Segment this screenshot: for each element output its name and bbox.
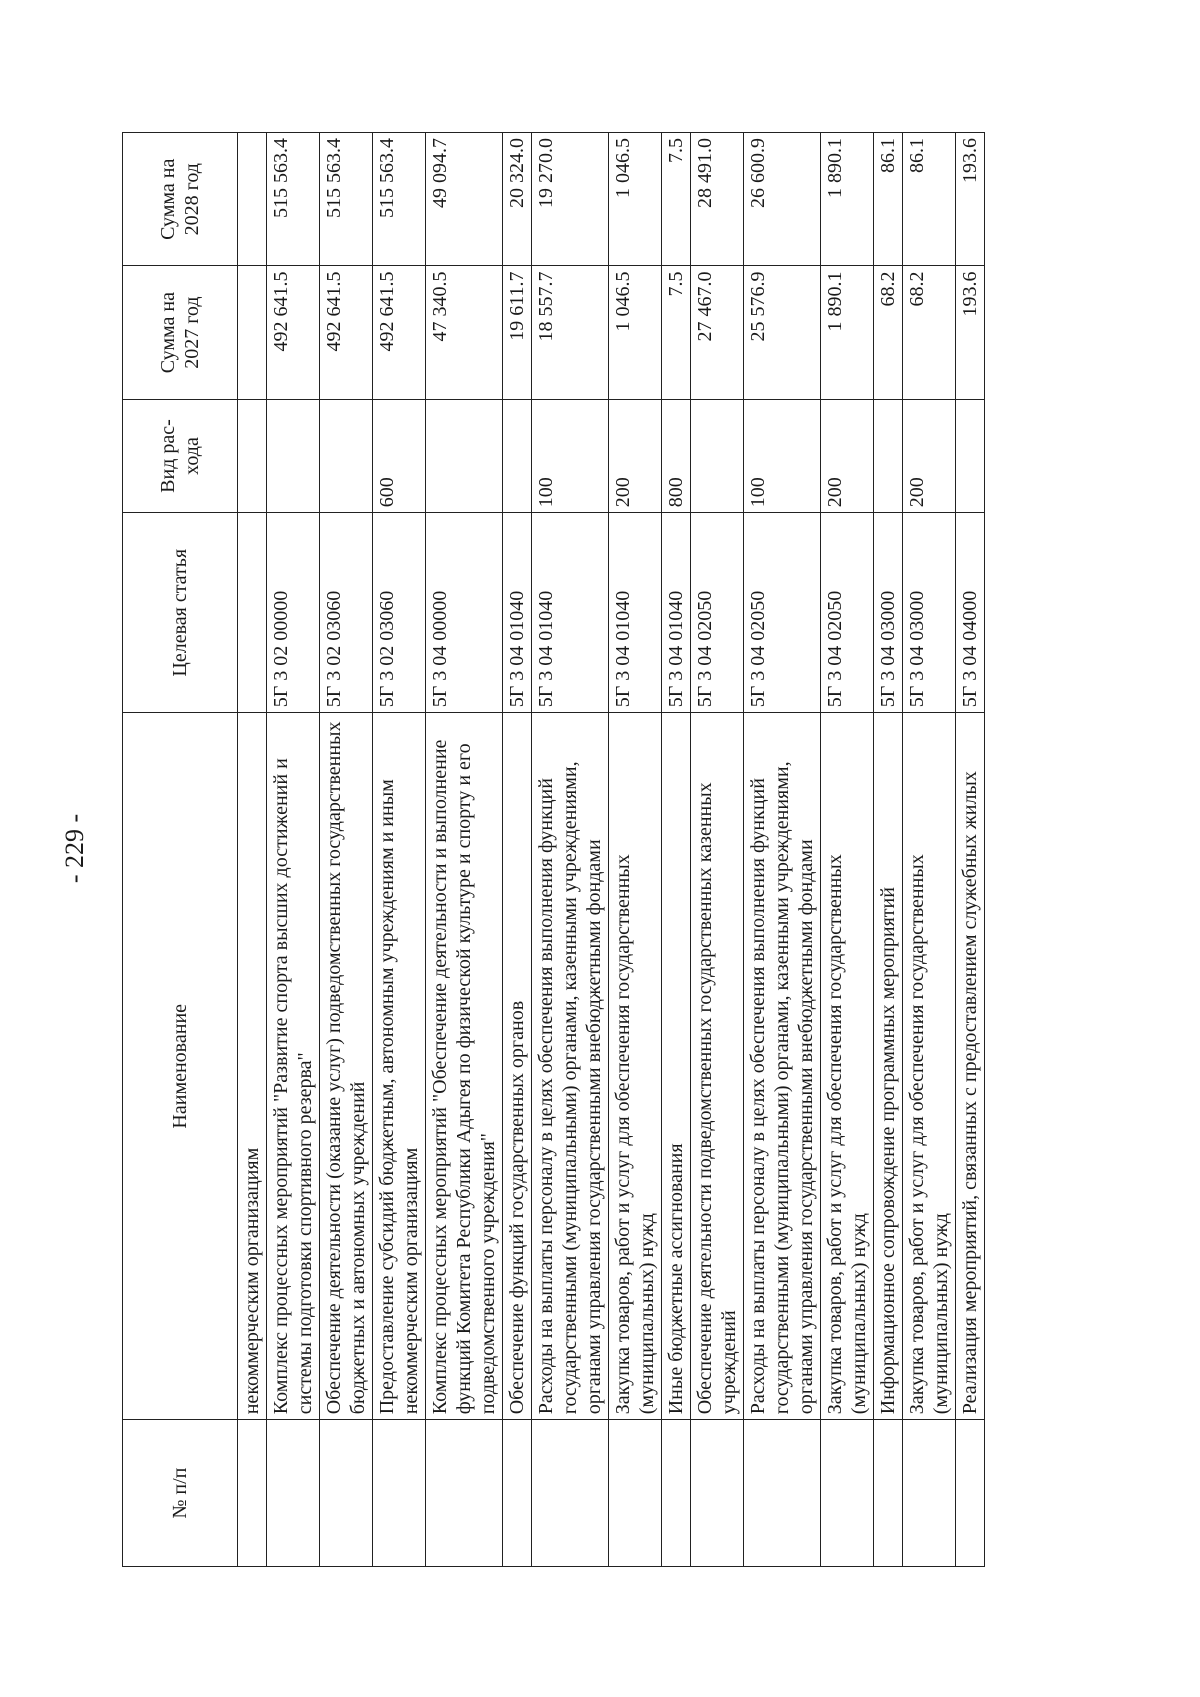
table-row [503, 133, 532, 1567]
cell-no [320, 1420, 373, 1567]
cell-expense-type: 100 [532, 399, 609, 512]
cell-code: 5Г 3 04 03000 [874, 513, 903, 713]
cell-name: Расходы на выплаты персоналу в целях обеспечения выполнения функций государственными (муниципальными) органами, казенными учреждениями, органами управления государственными внебюджетными фондами [744, 713, 821, 1420]
cell-sum-2028: 1 046.5 [609, 133, 662, 266]
cell-no [267, 1420, 320, 1567]
cell-name: Закупка товаров, работ и услуг для обеспечения государственных (муниципальных) нужд [821, 713, 874, 1420]
cell-name: Информационное сопровождение программных мероприятий [874, 713, 903, 1420]
cell-code: 5Г 3 04 01040 [532, 513, 609, 713]
cell-sum-2028 [238, 133, 267, 266]
cell-code: 5Г 3 04 02050 [691, 513, 744, 713]
cell-sum-2027: 68.2 [874, 266, 903, 399]
header-expense-type: Вид рас-хода [123, 399, 238, 512]
cell-name: Обеспечение деятельности подведомственных государственных казенных учреждений [691, 713, 744, 1420]
cell-sum-2028: 193.6 [956, 133, 985, 266]
cell-sum-2027: 193.6 [956, 266, 985, 399]
cell-no [874, 1420, 903, 1567]
cell-no [532, 1420, 609, 1567]
cell-expense-type [503, 399, 532, 512]
cell-code: 5Г 3 04 00000 [426, 513, 503, 713]
table-header-row [123, 133, 238, 1567]
cell-no [373, 1420, 426, 1567]
cell-no [503, 1420, 532, 1567]
table-row [238, 133, 267, 1567]
cell-code: 5Г 3 02 03060 [373, 513, 426, 713]
cell-sum-2027: 1 890.1 [821, 266, 874, 399]
table-row [532, 133, 609, 1567]
header-code: Целевая статья [123, 513, 238, 713]
cell-sum-2027: 1 046.5 [609, 266, 662, 399]
cell-code: 5Г 3 02 03060 [320, 513, 373, 713]
cell-expense-type: 200 [821, 399, 874, 512]
cell-expense-type: 200 [609, 399, 662, 512]
cell-expense-type [874, 399, 903, 512]
cell-sum-2028: 7.5 [662, 133, 691, 266]
cell-no [691, 1420, 744, 1567]
cell-name: Закупка товаров, работ и услуг для обеспечения государственных (муниципальных) нужд [903, 713, 956, 1420]
cell-sum-2028: 515 563.4 [267, 133, 320, 266]
table-row [903, 133, 956, 1567]
cell-expense-type [691, 399, 744, 512]
cell-expense-type [320, 399, 373, 512]
cell-name: Реализация мероприятий, связанных с предоставлением служебных жилых [956, 713, 985, 1420]
cell-sum-2027: 27 467.0 [691, 266, 744, 399]
cell-sum-2028: 515 563.4 [320, 133, 373, 266]
cell-sum-2027: 47 340.5 [426, 266, 503, 399]
cell-no [956, 1420, 985, 1567]
cell-code: 5Г 3 04 01040 [609, 513, 662, 713]
cell-no [238, 1420, 267, 1567]
table-row [956, 133, 985, 1567]
header-sum-2027: Сумма на 2027 год [123, 266, 238, 399]
cell-code: 5Г 3 04 02050 [821, 513, 874, 713]
cell-sum-2028: 86.1 [874, 133, 903, 266]
cell-expense-type [238, 399, 267, 512]
cell-sum-2027: 18 557.7 [532, 266, 609, 399]
table-row [874, 133, 903, 1567]
cell-no [609, 1420, 662, 1567]
cell-expense-type: 800 [662, 399, 691, 512]
cell-name: Иные бюджетные ассигнования [662, 713, 691, 1420]
cell-sum-2028: 1 890.1 [821, 133, 874, 266]
cell-expense-type [956, 399, 985, 512]
cell-sum-2028: 86.1 [903, 133, 956, 266]
cell-no [821, 1420, 874, 1567]
cell-name: Комплекс процессных мероприятий "Обеспечение деятельности и выполнение функций Комитета Республики Адыгея по физической культуре и спорту и его подведомственного учреждения" [426, 713, 503, 1420]
cell-sum-2027: 19 611.7 [503, 266, 532, 399]
cell-sum-2028: 20 324.0 [503, 133, 532, 266]
cell-expense-type: 100 [744, 399, 821, 512]
cell-code: 5Г 3 04 02050 [744, 513, 821, 713]
cell-no [426, 1420, 503, 1567]
cell-code: 5Г 3 04 04000 [956, 513, 985, 713]
cell-name: Обеспечение функций государственных органов [503, 713, 532, 1420]
table-row [426, 133, 503, 1567]
cell-expense-type [426, 399, 503, 512]
table-row [373, 133, 426, 1567]
cell-sum-2027: 492 641.5 [267, 266, 320, 399]
cell-sum-2027: 25 576.9 [744, 266, 821, 399]
cell-sum-2027: 68.2 [903, 266, 956, 399]
cell-sum-2028: 515 563.4 [373, 133, 426, 266]
cell-name: Обеспечение деятельности (оказание услуг) подведомственных государственных бюджетных и автономных учреждений [320, 713, 373, 1420]
cell-code [238, 513, 267, 713]
cell-sum-2027 [238, 266, 267, 399]
cell-name: Закупка товаров, работ и услуг для обеспечения государственных (муниципальных) нужд [609, 713, 662, 1420]
header-sum-2028: Сумма на 2028 год [123, 133, 238, 266]
cell-name: Предоставление субсидий бюджетным, автономным учреждениям и иным некоммерческим организациям [373, 713, 426, 1420]
cell-name: Расходы на выплаты персоналу в целях обеспечения выполнения функций государственными (муниципальными) органами, казенными учреждениями, органами управления государственными внебюджетными фондами [532, 713, 609, 1420]
table-row [691, 133, 744, 1567]
cell-expense-type: 200 [903, 399, 956, 512]
cell-expense-type: 600 [373, 399, 426, 512]
cell-name: Комплекс процессных мероприятий "Развитие спорта высших достижений и системы подготовки спортивного резерва" [267, 713, 320, 1420]
cell-code: 5Г 3 02 00000 [267, 513, 320, 713]
table-row [267, 133, 320, 1567]
budget-table [122, 132, 985, 1567]
cell-no [903, 1420, 956, 1567]
cell-sum-2027: 492 641.5 [320, 266, 373, 399]
cell-sum-2027: 7.5 [662, 266, 691, 399]
table-row [609, 133, 662, 1567]
cell-sum-2028: 26 600.9 [744, 133, 821, 266]
cell-no [744, 1420, 821, 1567]
cell-sum-2028: 28 491.0 [691, 133, 744, 266]
cell-code: 5Г 3 04 03000 [903, 513, 956, 713]
cell-sum-2027: 492 641.5 [373, 266, 426, 399]
page-number: - 229 - [60, 813, 89, 884]
header-no: № п/п [123, 1420, 238, 1567]
cell-code: 5Г 3 04 01040 [662, 513, 691, 713]
table-row [662, 133, 691, 1567]
cell-sum-2028: 19 270.0 [532, 133, 609, 266]
cell-name: некоммерческим организациям [238, 713, 267, 1420]
table-row [744, 133, 821, 1567]
table-row [821, 133, 874, 1567]
cell-sum-2028: 49 094.7 [426, 133, 503, 266]
cell-no [662, 1420, 691, 1567]
cell-code: 5Г 3 04 01040 [503, 513, 532, 713]
header-name: Наименование [123, 713, 238, 1420]
cell-expense-type [267, 399, 320, 512]
table-row [320, 133, 373, 1567]
